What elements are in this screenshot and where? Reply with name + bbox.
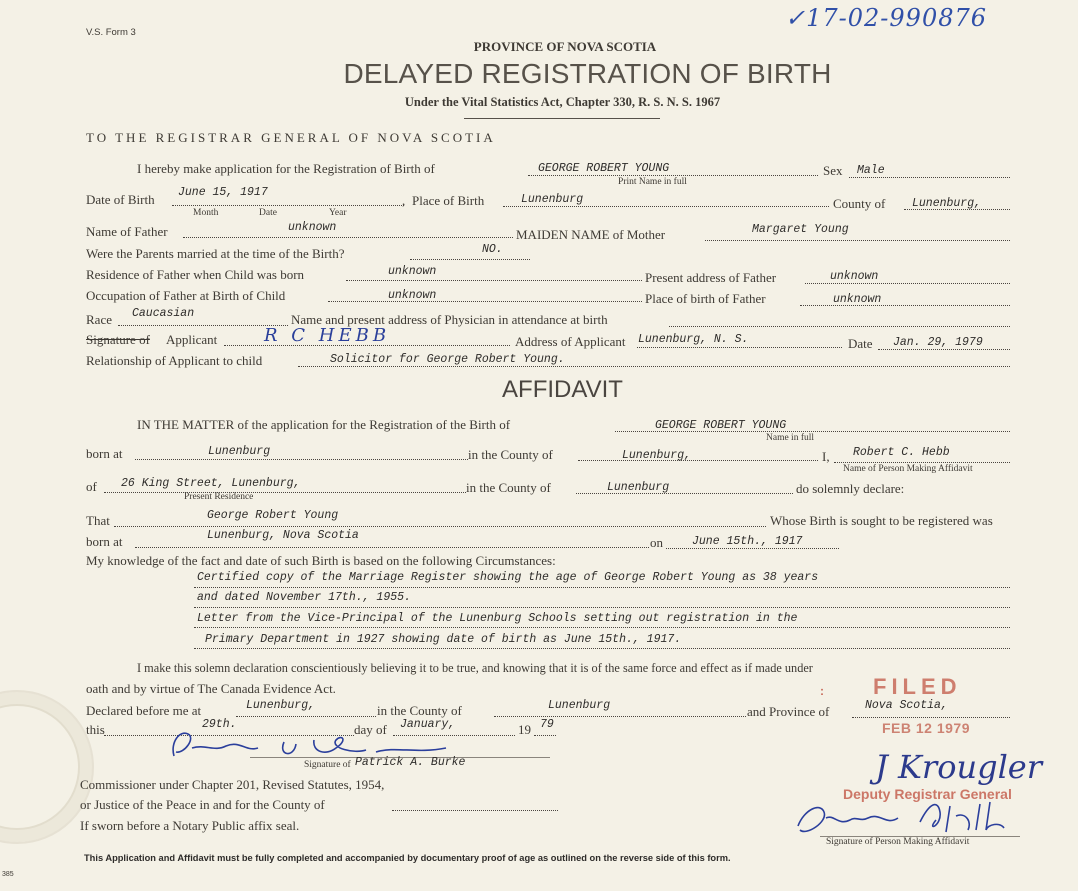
registrar-signature: J Krougler — [875, 748, 1043, 786]
filed-date-stamp: FEB 12 1979 — [882, 720, 970, 736]
footer-instructions: This Application and Affidavit must be fully completed and accompanied by documentary proof of age as outlined on the reverse side of this form. — [84, 853, 731, 863]
born-at-label: born at — [86, 446, 123, 461]
addressee-line: TO THE REGISTRAR GENERAL OF NOVA SCOTIA — [86, 130, 496, 145]
born-at-line — [135, 459, 468, 460]
residence-value: 26 King Street, Lunenburg, — [121, 477, 301, 490]
relationship-line — [298, 366, 1010, 367]
of-label: of — [86, 479, 97, 494]
matter-name: GEORGE ROBERT YOUNG — [655, 419, 787, 432]
commissioner-name: Patrick A. Burke — [355, 756, 466, 769]
province-value: Nova Scotia, — [865, 699, 948, 712]
residence-father-label: Residence of Father when Child was born — [86, 267, 305, 282]
place-value: Lunenburg — [521, 193, 584, 206]
married-label: Were the Parents married at the time of the Birth? — [86, 246, 345, 261]
matter-label: IN THE MATTER of the application for the Registration of the Birth of — [137, 417, 511, 432]
deputy-registrar-stamp: Deputy Registrar General — [843, 786, 1012, 802]
circumstance-line-4 — [194, 648, 1010, 649]
signature-struck: Signature of — [86, 332, 150, 347]
child-name-line — [528, 175, 818, 176]
county-value: Lunenburg, — [912, 197, 982, 210]
occupation-label: Occupation of Father at Birth of Child — [86, 288, 286, 303]
circumstance-line-1 — [194, 587, 1010, 588]
month-caption: Month — [193, 208, 219, 218]
affidavit-county-line — [578, 460, 818, 461]
born-at2-line — [135, 547, 649, 548]
in-county-label: in the County of — [468, 447, 553, 462]
day-of-label: day of — [354, 722, 387, 737]
present-address-line — [805, 283, 1010, 284]
present-address-label: Present address of Father — [645, 270, 777, 285]
father-label: Name of Father — [86, 224, 168, 239]
residence-father-line — [346, 280, 642, 281]
filed-stamp: FILED — [873, 674, 962, 699]
mother-label: MAIDEN NAME of Mother — [516, 227, 666, 242]
corner-code: 385 — [2, 871, 14, 878]
married-value: NO. — [482, 243, 503, 256]
page-subtitle: Under the Vital Statistics Act, Chapter 330, R. S. N. S. 1967 — [404, 95, 721, 109]
dob-label: Date of Birth — [86, 192, 155, 207]
page-title: DELAYED REGISTRATION OF BIRTH — [343, 58, 832, 89]
that-label: That — [86, 513, 110, 528]
notary-line: If sworn before a Notary Public affix seal. — [80, 818, 300, 833]
affidavit-heading: AFFIDAVIT — [502, 376, 623, 403]
applicant-label: Applicant — [166, 332, 218, 347]
race-line — [118, 325, 288, 326]
in-county2-label: in the County of — [466, 480, 551, 495]
mother-value: Margaret Young — [752, 223, 849, 236]
circumstance-1: Certified copy of the Marriage Register showing the age of George Robert Young as 38 years — [197, 571, 819, 584]
sex-line — [849, 177, 1010, 178]
applicant-signature: R C HEBB — [264, 325, 391, 346]
title-rule — [464, 118, 660, 119]
relationship-value: Solicitor for George Robert Young. — [330, 353, 565, 366]
father-birthplace-label: Place of birth of Father — [645, 291, 766, 306]
deponent-caption: Name of Person Making Affidavit — [843, 464, 973, 474]
justice-line: or Justice of the Peace in and for the County of — [80, 797, 325, 812]
day-value: 29th. — [202, 718, 237, 731]
county-label: County of — [833, 196, 886, 211]
province-label: and Province of — [747, 704, 830, 719]
circumstance-line-2 — [194, 607, 1010, 608]
residence-father-value: unknown — [388, 265, 437, 278]
occupation-value: unknown — [388, 289, 437, 302]
circumstance-3: Letter from the Vice-Principal of the Lunenburg Schools setting out registration in the — [197, 612, 798, 625]
justice-county-line — [392, 810, 558, 811]
declare-label: do solemnly declare: — [796, 481, 905, 496]
year-line — [534, 735, 556, 736]
declared-county-label: in the County of — [377, 703, 462, 718]
declared-county-line — [494, 716, 746, 717]
child-name: GEORGE ROBERT YOUNG — [538, 162, 670, 175]
occupation-line — [328, 301, 642, 302]
born-at-value: Lunenburg — [208, 445, 271, 458]
month-value: January, — [400, 718, 456, 731]
name-in-full-caption: Name in full — [766, 433, 815, 443]
solemn-declaration-line-1: I make this solemn declaration conscientiously believing it to be true, and knowing that it is of the same force and effect as if made under — [137, 661, 813, 675]
residence-line — [104, 492, 466, 493]
i-label: I, — [822, 449, 830, 464]
year-prefix: 19 — [518, 722, 531, 737]
province-heading: PROVINCE OF NOVA SCOTIA — [473, 39, 657, 54]
year-value: 79 — [540, 718, 554, 731]
application-intro: I hereby make application for the Registration of Birth of — [137, 161, 435, 176]
deponent-name: Robert C. Hebb — [853, 446, 950, 459]
declared-label: Declared before me at — [86, 703, 202, 718]
province-line — [852, 717, 1010, 718]
commissioner-line: Commissioner under Chapter 201, Revised Statutes, 1954, — [80, 777, 385, 792]
print-name-caption: Print Name in full — [618, 177, 687, 187]
applicant-address-line — [637, 347, 842, 348]
on-label: on — [650, 535, 663, 550]
signature-person-caption: Signature of Person Making Affidavit — [826, 837, 970, 847]
born-at2-value: Lunenburg, Nova Scotia — [207, 529, 359, 542]
declared-at-value: Lunenburg, — [246, 699, 316, 712]
signature-of-caption: Signature of — [304, 760, 351, 770]
knowledge-label: My knowledge of the fact and date of such Birth is based on the following Circumstances: — [86, 553, 556, 568]
deponent-line — [834, 462, 1010, 463]
app-date-value: Jan. 29, 1979 — [893, 336, 983, 349]
born-at2-label: born at — [86, 534, 123, 549]
sex-label: Sex — [823, 163, 843, 178]
present-address-value: unknown — [830, 270, 879, 283]
whose-birth-label: Whose Birth is sought to be registered was — [770, 513, 993, 528]
mother-line — [705, 240, 1010, 241]
on-line — [666, 548, 839, 549]
dob-line — [172, 205, 404, 206]
this-label: this — [86, 722, 105, 737]
circumstance-line-3 — [194, 627, 1010, 628]
circumstance-2: and dated November 17th., 1955. — [197, 591, 411, 604]
app-date-line — [878, 349, 1010, 350]
place-label: Place of Birth — [412, 193, 485, 208]
father-birthplace-line — [800, 305, 1010, 306]
form-code: V.S. Form 3 — [86, 27, 136, 38]
that-line — [114, 526, 766, 527]
affidavit-county2-value: Lunenburg — [607, 481, 670, 494]
dob-value: June 15, 1917 — [178, 186, 268, 199]
father-value: unknown — [288, 221, 337, 234]
date-caption: Date — [259, 208, 277, 218]
applicant-address-value: Lunenburg, N. S. — [638, 333, 749, 346]
affidavit-county-value: Lunenburg, — [622, 449, 692, 462]
declared-at-line — [236, 716, 376, 717]
place-line — [503, 206, 829, 207]
handwritten-registration-number: ✓17-02-990876 — [785, 4, 988, 32]
year-caption: Year — [329, 208, 347, 218]
race-value: Caucasian — [132, 307, 195, 320]
physician-label: Name and present address of Physician in attendance at birth — [291, 312, 608, 327]
declared-county-value: Lunenburg — [548, 699, 611, 712]
father-birthplace-value: unknown — [833, 293, 882, 306]
relationship-label: Relationship of Applicant to child — [86, 353, 263, 368]
father-line — [183, 237, 513, 238]
that-value: George Robert Young — [207, 509, 339, 522]
married-line — [410, 259, 530, 260]
circumstance-4: Primary Department in 1927 showing date of birth as June 15th., 1917. — [205, 633, 682, 646]
on-value: June 15th., 1917 — [692, 535, 803, 548]
physician-line — [669, 326, 1010, 327]
solemn-declaration-line-2: oath and by virtue of The Canada Evidence Act. — [86, 681, 336, 696]
present-residence-caption: Present Residence — [184, 492, 254, 502]
app-date-label: Date — [848, 336, 873, 351]
race-label: Race — [86, 312, 112, 327]
sex-value: Male — [857, 164, 885, 177]
applicant-address-label: Address of Applicant — [515, 334, 626, 349]
